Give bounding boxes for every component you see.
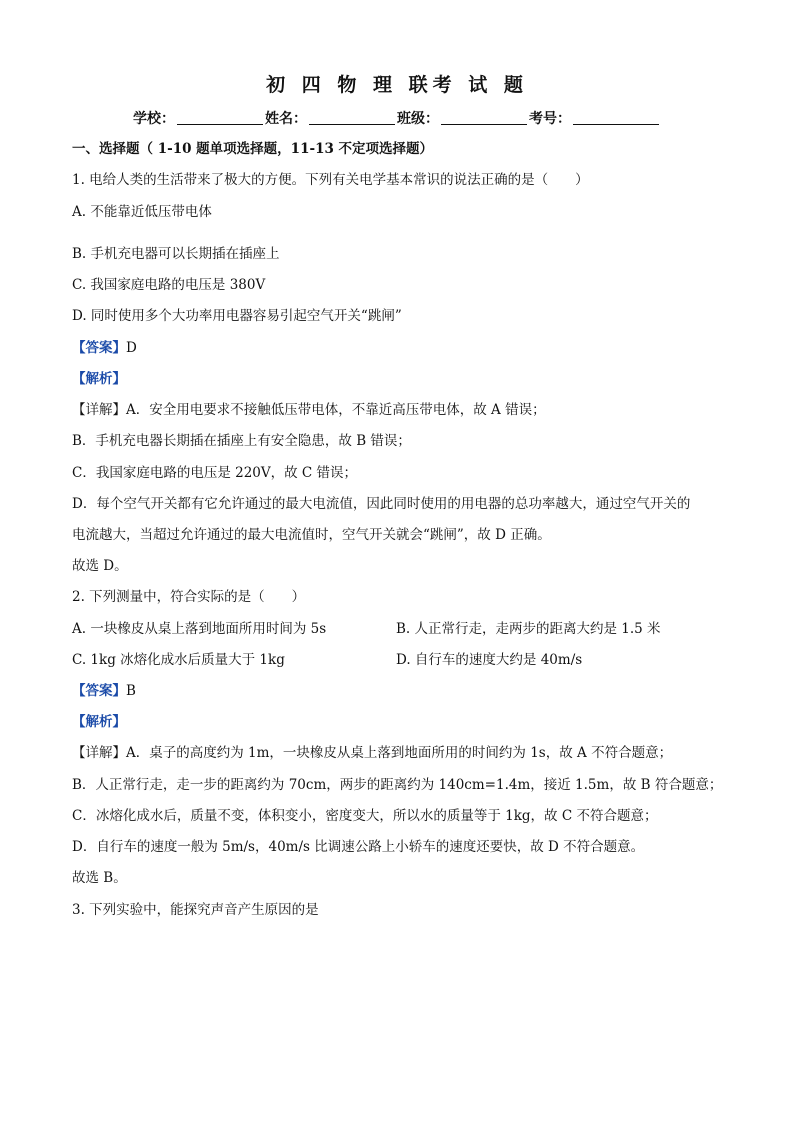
school-label: 学校：	[133, 111, 175, 127]
q2-options-row2	[72, 650, 722, 670]
q1-analysis-tag	[72, 369, 722, 389]
q2-detail-d: D．自行车的速度一般为 5m/s，40m/s 比调速公路上小轿车的速度还要快，故 D 不符合题意。	[72, 839, 645, 855]
q1-detail-d2: 电流越大，当超过允许通过的最大电流值时，空气开关就会“跳闸”，故 D 正确。	[72, 527, 551, 543]
answer-tag: 【答案】	[72, 683, 126, 699]
q2-analysis-tag	[72, 712, 722, 732]
q1-detail-d1: D．每个空气开关都有它允许通过的最大电流值，因此同时使用的用电器的总功率越大，通过空气开关的	[72, 496, 691, 512]
name-label: 姓名：	[265, 111, 307, 127]
q2-option-a: A. 一块橡皮从桌上落到地面所用时间为 5s	[72, 621, 327, 637]
q1-option-a: A. 不能靠近低压带电体	[72, 204, 212, 220]
q2-detail-b: B．人正常行走，走一步的距离约为 70cm，两步的距离约为 140cm=1.4m，接近 1.5m，故 B 符合题意；	[72, 777, 723, 793]
q1-option-b: B. 手机充电器可以长期插在插座上	[72, 246, 280, 262]
q2-options-row1	[72, 619, 722, 639]
q1-detail-a	[72, 400, 722, 420]
q2-option-d: D. 自行车的速度大约是 40m/s	[396, 652, 583, 668]
class-label: 班级：	[397, 111, 439, 127]
analysis-tag: 【解析】	[72, 714, 126, 730]
q2-stem: 2. 下列测量中，符合实际的是（ ）	[72, 589, 306, 605]
q1-stem: 1. 电给人类的生活带来了极大的方便。下列有关电学基本常识的说法正确的是（ ）	[72, 172, 589, 188]
q2-detail-a	[72, 743, 722, 763]
q2-option-c: C. 1kg 冰熔化成水后质量大于 1kg	[72, 652, 285, 668]
section-heading: 一、选择题（ 1-10 题单项选择题，11-13 不定项选择题）	[72, 141, 434, 157]
exam-no-blank	[573, 110, 659, 125]
class-blank	[441, 110, 527, 125]
detail-tag: 【详解】	[72, 402, 126, 418]
q2-option-b: B. 人正常行走，走两步的距离大约是 1.5 米	[396, 621, 661, 637]
q1-answer	[72, 338, 722, 358]
q1-conclusion: 故选 D。	[72, 558, 128, 574]
answer-value: D	[126, 340, 137, 356]
school-blank	[177, 110, 263, 125]
analysis-tag: 【解析】	[72, 371, 126, 387]
q1-option-d: D. 同时使用多个大功率用电器容易引起空气开关“跳闸”	[72, 308, 402, 324]
q1-detail-b: B．手机充电器长期插在插座上有安全隐患，故 B 错误；	[72, 433, 411, 449]
q2-answer	[72, 681, 722, 701]
page-title: 初 四 物 理 联考 试 题	[266, 74, 528, 96]
exam-no-label: 考号：	[529, 111, 571, 127]
q2-detail-c: C．冰熔化成水后，质量不变，体积变小，密度变大，所以水的质量等于 1kg，故 C 不符合题意；	[72, 808, 658, 824]
q1-option-c: C. 我国家庭电路的电压是 380V	[72, 277, 266, 293]
detail-text: A．安全用电要求不接触低压带电体，不靠近高压带电体，故 A 错误；	[126, 402, 546, 418]
q3-stem: 3. 下列实验中，能探究声音产生原因的是	[72, 902, 319, 918]
answer-tag: 【答案】	[72, 340, 126, 356]
detail-tag: 【详解】	[72, 745, 126, 761]
answer-value: B	[126, 683, 136, 699]
student-info-row	[0, 108, 794, 128]
q2-conclusion: 故选 B。	[72, 870, 127, 886]
detail-text: A．桌子的高度约为 1m，一块橡皮从桌上落到地面所用的时间约为 1s，故 A 不符合题意；	[126, 745, 673, 761]
q1-detail-c: C．我国家庭电路的电压是 220V，故 C 错误；	[72, 465, 358, 481]
name-blank	[309, 110, 395, 125]
